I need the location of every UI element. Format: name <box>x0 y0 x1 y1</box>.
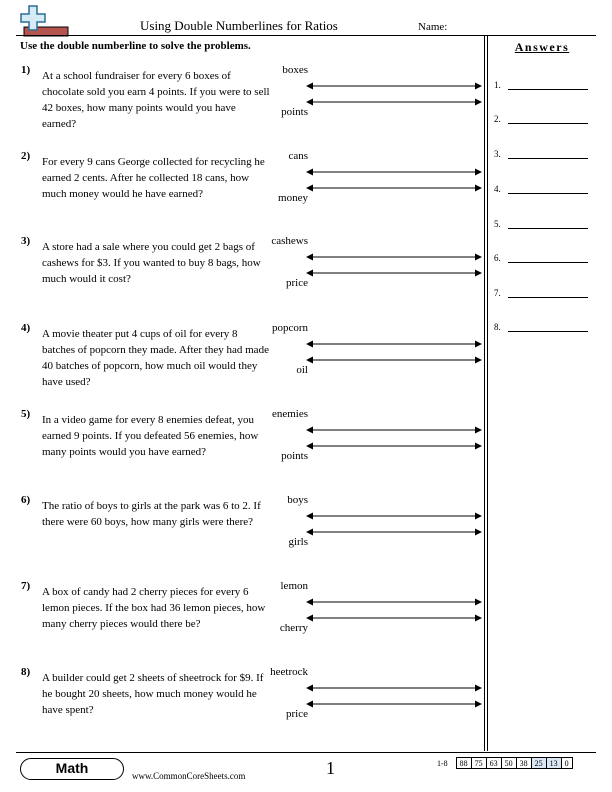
top-numberline-label: lemon <box>280 580 308 592</box>
bottom-numberline-label: points <box>281 450 308 462</box>
bottom-numberline[interactable] <box>306 696 482 706</box>
problem-number: 8) <box>21 666 31 678</box>
problem-8 <box>0 666 484 746</box>
problem-text: At a school fundraiser for every 6 boxes of chocolate sold you earn 4 points. If you were to sell 42 boxes, how many points would you have earned? <box>42 70 270 130</box>
page-number: 1 <box>326 758 335 778</box>
answer-blank[interactable] <box>508 89 588 90</box>
answer-blank[interactable] <box>508 262 588 263</box>
problem-text: A store had a sale where you could get 2 bags of cashews for $3. If you wanted to buy 8 bags, how much would it cost? <box>42 241 261 285</box>
problem-number: 1) <box>21 64 31 76</box>
top-numberline[interactable] <box>306 594 482 604</box>
score-cell: 75 <box>471 758 486 769</box>
answer-blank[interactable] <box>508 228 588 229</box>
problem-3 <box>0 235 484 315</box>
top-numberline[interactable] <box>306 680 482 690</box>
answer-number: 2. <box>494 114 501 124</box>
answer-number: 1. <box>494 80 501 90</box>
bottom-numberline[interactable] <box>306 352 482 362</box>
score-cell: 88 <box>456 758 471 769</box>
score-cell: 25 <box>531 758 546 769</box>
problem-5 <box>0 408 484 488</box>
score-table <box>434 757 573 769</box>
top-numberline-label: popcorn <box>271 322 308 334</box>
bottom-numberline-label: points <box>281 106 308 118</box>
answer-number: 5. <box>494 219 501 229</box>
score-range: 1-8 <box>437 758 448 768</box>
top-numberline-label: boxes <box>282 64 308 76</box>
top-numberline-label: boys <box>287 494 308 506</box>
top-numberline-label: enemies <box>271 408 308 420</box>
problem-2 <box>0 150 484 230</box>
top-numberline-label: cashews <box>271 235 308 247</box>
score-cell: 13 <box>546 758 561 769</box>
footer-divider <box>16 752 596 753</box>
problem-number: 2) <box>21 150 31 162</box>
answer-blank[interactable] <box>508 193 588 194</box>
answer-column-divider <box>487 36 488 751</box>
bottom-numberline-label: money <box>278 192 308 204</box>
problem-4 <box>0 322 484 402</box>
top-numberline[interactable] <box>306 508 482 518</box>
answer-blank[interactable] <box>508 158 588 159</box>
score-cell: 50 <box>501 758 516 769</box>
answer-number: 7. <box>494 288 501 298</box>
answers-heading: Answers <box>514 40 570 54</box>
header-divider <box>16 35 596 36</box>
answer-number: 6. <box>494 253 501 263</box>
answer-blank[interactable] <box>508 123 588 124</box>
answer-blank[interactable] <box>508 297 588 298</box>
plus-sign-logo-icon <box>18 4 70 38</box>
problem-7 <box>0 580 484 660</box>
bottom-numberline-label: cherry <box>279 622 308 634</box>
problem-number: 6) <box>21 494 31 506</box>
bottom-numberline-label: oil <box>296 364 308 376</box>
score-cell: 0 <box>561 758 572 769</box>
top-numberline[interactable] <box>306 336 482 346</box>
problem-number: 5) <box>21 408 31 420</box>
answer-blank[interactable] <box>508 331 588 332</box>
top-numberline[interactable] <box>306 422 482 432</box>
answer-column-divider <box>484 36 485 751</box>
problem-text: A movie theater put 4 cups of oil for every 8 batches of popcorn they made. After they had made 40 batches of popcorn, how much oil would they have used? <box>42 328 269 388</box>
instructions: Use the double numberline to solve the problems. <box>20 40 251 52</box>
bottom-numberline-label: girls <box>288 536 308 548</box>
top-numberline-label: cans <box>288 150 308 162</box>
bottom-numberline[interactable] <box>306 94 482 104</box>
problem-text: A box of candy had 2 cherry pieces for every 6 lemon pieces. If the box had 36 lemon pieces, how many cherry pieces would there be? <box>42 586 266 630</box>
bottom-numberline[interactable] <box>306 438 482 448</box>
top-numberline[interactable] <box>306 164 482 174</box>
top-numberline-label: heetrock <box>270 666 308 678</box>
problem-text: A builder could get 2 sheets of sheetrock for $9. If he bought 20 sheets, how much money would he have spent? <box>42 672 264 716</box>
bottom-numberline-label: price <box>286 708 308 720</box>
top-numberline[interactable] <box>306 78 482 88</box>
problem-number: 3) <box>21 235 31 247</box>
name-label: Name: <box>418 21 448 33</box>
answer-number: 3. <box>494 149 501 159</box>
answer-number: 4. <box>494 184 501 194</box>
top-numberline[interactable] <box>306 249 482 259</box>
bottom-numberline-label: price <box>286 277 308 289</box>
problem-text: For every 9 cans George collected for recycling he earned 2 cents. After he collected 18 cans, how much money would he have earned? <box>42 156 265 200</box>
bottom-numberline[interactable] <box>306 610 482 620</box>
score-cell: 38 <box>516 758 531 769</box>
bottom-numberline[interactable] <box>306 265 482 275</box>
answer-number: 8. <box>494 322 501 332</box>
problem-text: In a video game for every 8 enemies defeat, you earned 9 points. If you defeated 56 enemies, how many points would you have earned? <box>42 414 259 458</box>
bottom-numberline[interactable] <box>306 180 482 190</box>
site-url: www.CommonCoreSheets.com <box>132 771 246 781</box>
score-cell: 63 <box>486 758 501 769</box>
worksheet-title: Using Double Numberlines for Ratios <box>140 18 338 33</box>
bottom-numberline[interactable] <box>306 524 482 534</box>
problem-number: 7) <box>21 580 31 592</box>
problem-1 <box>0 64 484 144</box>
problem-6 <box>0 494 484 574</box>
problem-text: The ratio of boys to girls at the park was 6 to 2. If there were 60 boys, how many girls were there? <box>42 500 261 528</box>
subject-badge: Math <box>20 758 124 780</box>
problem-number: 4) <box>21 322 31 334</box>
